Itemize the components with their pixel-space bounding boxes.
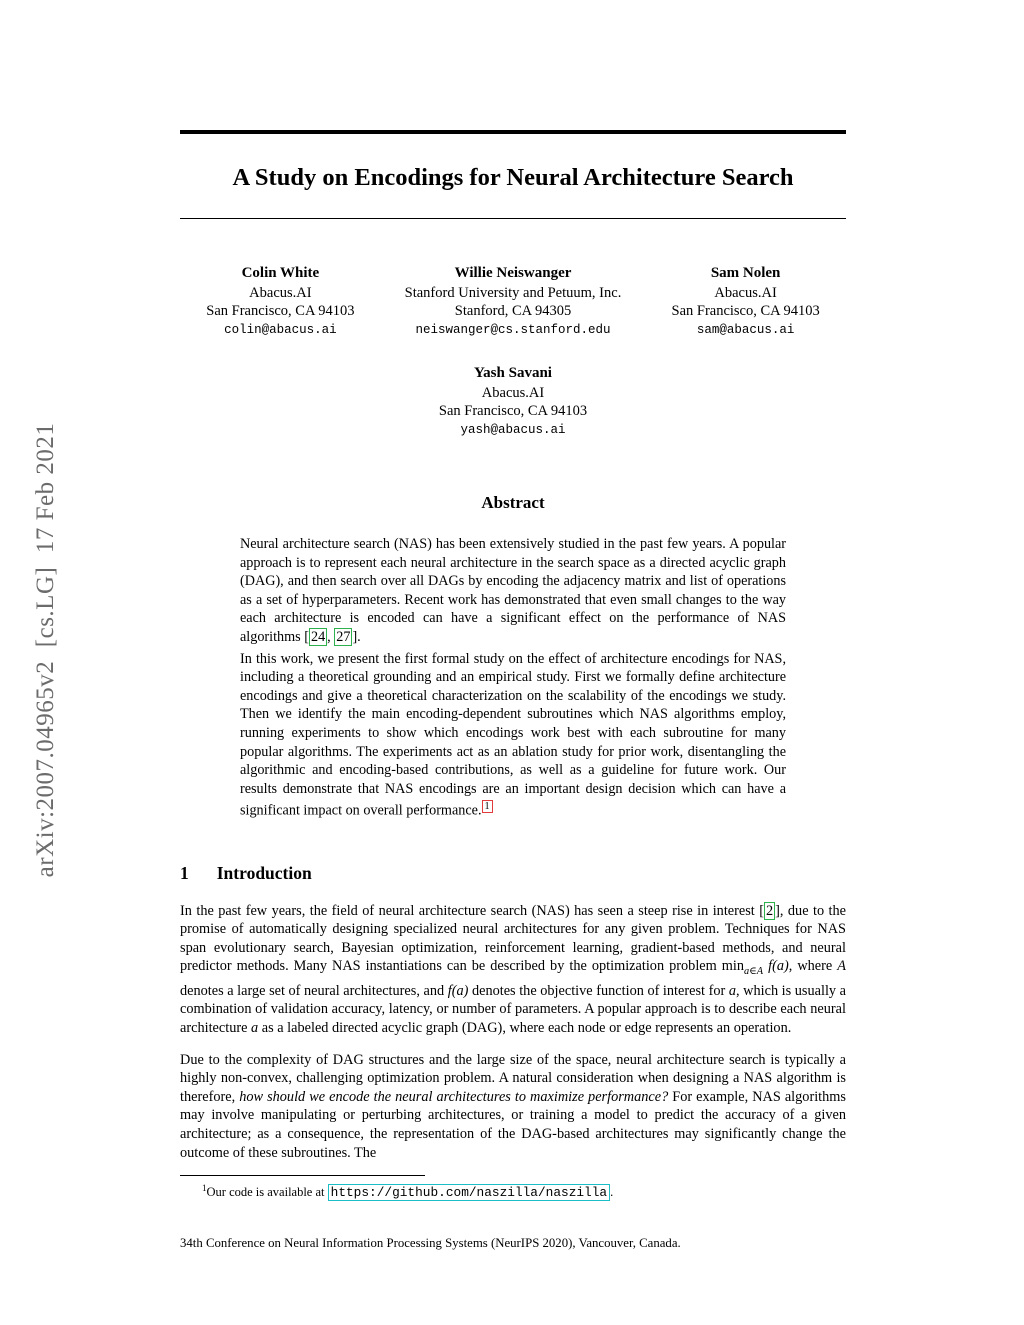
author-affiliation: Abacus.AI bbox=[714, 285, 777, 301]
author-block-3 bbox=[645, 265, 846, 337]
text-run: Neural architecture search (NAS) has been extensively studied in the past few years. A popular approach is to represent each neural architecture in the search space as a directed acyclic graph (DAG), and then search over all DAGs by encoding the adjacency matrix and list of operations as a set of hyperparameters. Recent work has demonstrated that even small changes to the way each architecture is encoded can have a significant effect on the performance of NAS algorithms [ bbox=[240, 536, 786, 645]
arxiv-watermark: arXiv:2007.04965v2 [cs.LG] 17 Feb 2021 bbox=[32, 422, 59, 878]
author-email: neiswanger@cs.stanford.edu bbox=[415, 323, 611, 337]
text-run: denotes a large set of neural architectures, and bbox=[180, 982, 448, 999]
text-run: . bbox=[610, 1185, 614, 1200]
text-run: ], due to the promise of automatically designing specialized neural architectures for any given problem. Techniques for NAS span evolutionary search, Bayesian optimization, reinforcement learning, gradient-based methods, and neural predictor methods. Many NAS instantiations can be described by the optimization problem min bbox=[180, 902, 846, 975]
text-run: , bbox=[327, 628, 335, 645]
author-affiliation: Abacus.AI bbox=[481, 385, 545, 401]
text-run: Due to the complexity of DAG structures and the large size of the space, neural architecture search is typically a highly non-convex, challenging optimization problem. A natural consideration when designing a NAS algorithm is therefore, bbox=[180, 1051, 846, 1105]
math-italic: f(a) bbox=[447, 982, 469, 999]
abstract-block bbox=[240, 535, 786, 821]
section-title: Introduction bbox=[216, 862, 312, 883]
footnote-marker: 1 bbox=[202, 1183, 207, 1194]
authors-row bbox=[180, 265, 846, 337]
title-rule-top bbox=[180, 130, 846, 134]
author-affiliation: Abacus.AI bbox=[249, 285, 312, 301]
author-name: Willie Neiswanger bbox=[454, 265, 572, 281]
author-name: Yash Savani bbox=[474, 365, 552, 381]
math-italic: how should we encode the neural architectures to maximize performance? bbox=[239, 1088, 669, 1105]
text-run: In the past few years, the field of neural architecture search (NAS) has seen a steep rise in interest [ bbox=[180, 902, 764, 919]
math-subscript: a∈A bbox=[744, 966, 764, 978]
text-run: Our code is available at bbox=[206, 1185, 328, 1200]
citation-ref[interactable]: 24 bbox=[310, 628, 326, 645]
author-affiliation: Stanford University and Petuum, Inc. bbox=[404, 285, 622, 301]
footnote bbox=[180, 1183, 846, 1200]
citation-ref[interactable]: 27 bbox=[336, 628, 351, 645]
author-email: sam@abacus.ai bbox=[696, 323, 795, 337]
section-number: 1 bbox=[180, 862, 189, 883]
abstract-paragraph-1 bbox=[240, 535, 786, 647]
author-email: yash@abacus.ai bbox=[460, 423, 566, 437]
title-rule-bottom bbox=[180, 218, 846, 219]
footnote-rule bbox=[180, 1175, 425, 1176]
author-block-4 bbox=[439, 365, 587, 437]
text-run: denotes the objective function of interest for bbox=[468, 982, 729, 999]
intro-paragraph-1 bbox=[180, 902, 846, 1038]
math-italic: a bbox=[728, 982, 736, 999]
author-location: San Francisco, CA 94103 bbox=[206, 302, 355, 319]
text-run: ]. bbox=[352, 628, 361, 645]
math-italic: A bbox=[837, 958, 847, 975]
author-location: San Francisco, CA 94103 bbox=[671, 302, 820, 319]
author-email: colin@abacus.ai bbox=[224, 323, 337, 337]
text-run: For example, NAS algorithms may involve manipulating or perturbing architectures, or training a model to predict the accuracy of a given architecture; as a consequence, the representation of the DAG-based architectures may significantly change the outcome of these subroutines. The bbox=[180, 1088, 846, 1161]
author-name: Sam Nolen bbox=[710, 265, 781, 281]
authors-row-2 bbox=[180, 365, 846, 437]
paper-title: A Study on Encodings for Neural Architecture Search bbox=[232, 164, 794, 191]
intro-paragraph-2 bbox=[180, 1051, 846, 1163]
author-block-2 bbox=[381, 265, 645, 337]
text-run: as a labeled directed acyclic graph (DAG), where each node or edge represents an operation. bbox=[258, 1020, 792, 1037]
footnote-ref[interactable]: 1 bbox=[482, 800, 493, 813]
math-italic: a bbox=[251, 1020, 259, 1037]
abstract-heading: Abstract bbox=[481, 493, 545, 512]
citation-ref[interactable]: 2 bbox=[765, 902, 774, 919]
section-heading-introduction bbox=[180, 863, 846, 884]
math-italic: f(a) bbox=[763, 958, 789, 975]
author-location: San Francisco, CA 94103 bbox=[438, 402, 588, 419]
author-location: Stanford, CA 94305 bbox=[454, 302, 572, 319]
text-run: , which is usually a combination of validation accuracy, latency, or number of parameters. A popular approach is to describe each neural architecture bbox=[180, 982, 847, 1037]
conference-footer: 34th Conference on Neural Information Processing Systems (NeurIPS 2020), Vancouver, Canada. bbox=[180, 1236, 681, 1251]
author-name: Colin White bbox=[241, 265, 320, 281]
text-run: , where bbox=[788, 958, 838, 975]
paper-content bbox=[180, 0, 846, 1251]
code-link[interactable]: https://github.com/naszilla/naszilla bbox=[328, 1184, 610, 1201]
author-block-1 bbox=[180, 265, 381, 337]
abstract-paragraph-2 bbox=[240, 650, 786, 821]
text-run: In this work, we present the first formal study on the effect of architecture encodings for NAS, including a theoretical grounding and an empirical study. First we formally define architecture encodings and give a theoretical characterization on the scalability of the encodings we study. Then we identify the main encoding-dependent subroutines which NAS algorithms employ, running experiments to show which encodings work best with each subroutine for many popular algorithms. The experiments act as an ablation study for prior work, disentangling the algorithmic and encoding-based contributions, as well as a guideline for future work. Our results demonstrate that NAS encodings are an important design decision which can have a significant impact on overall performance. bbox=[240, 650, 786, 820]
